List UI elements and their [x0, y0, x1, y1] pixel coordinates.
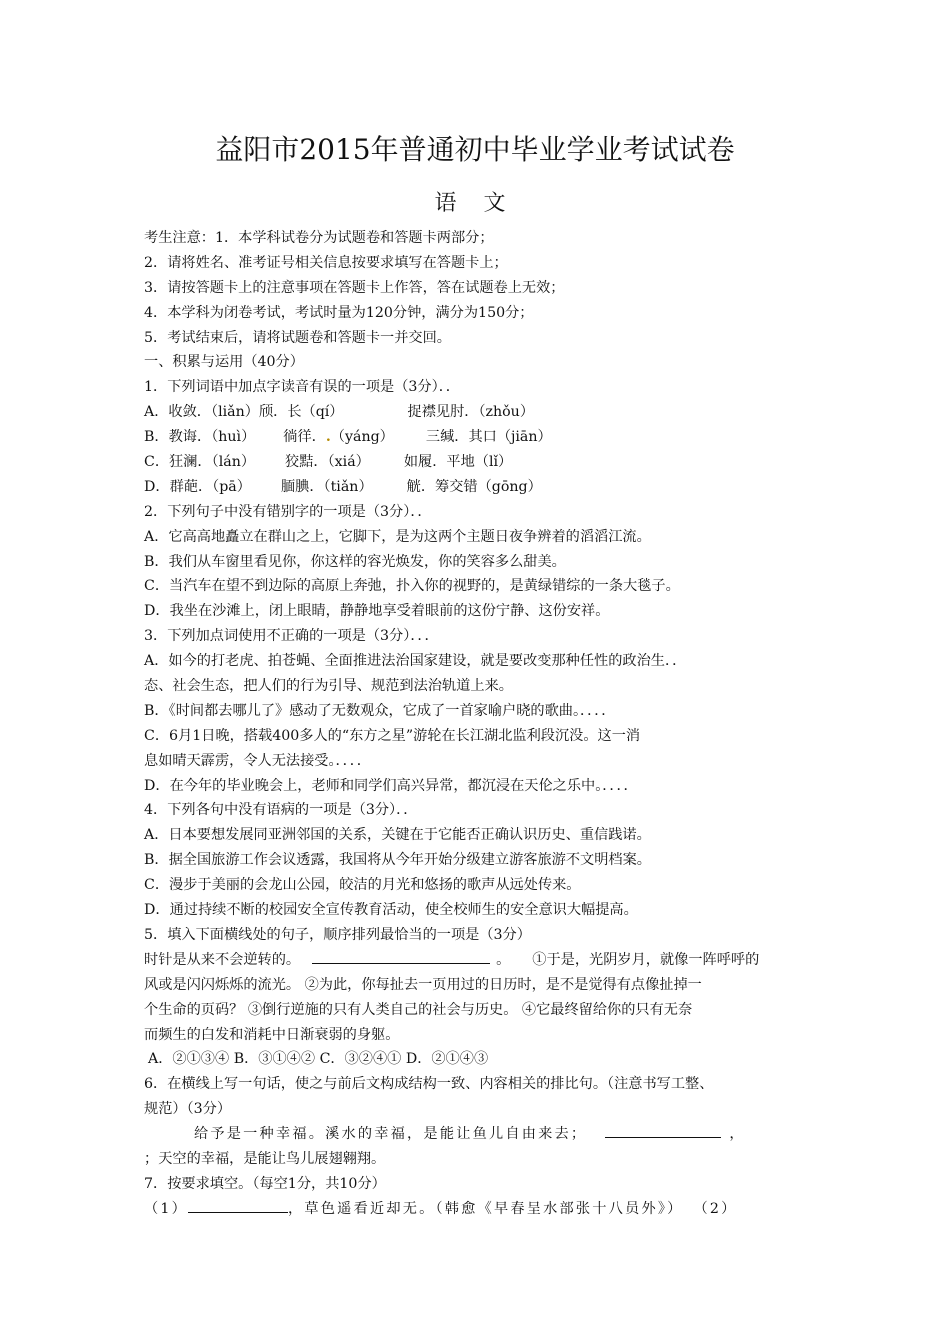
notice-line: 4．本学科为闭卷考试，考试时量为120分钟，满分为150分； [144, 304, 534, 321]
option-text: 徜徉． [283, 429, 326, 446]
passage-text: ①于是，光阴岁月，就像一阵呼呼的 [532, 951, 760, 968]
question-3-option-c: C．6月1日晚，搭载400多人的“东方之星”游轮在长江湖北监利段沉没。这一消 [144, 727, 641, 744]
question-1-option-c [144, 450, 824, 475]
question-5-passage: 而频生的白发和消耗中日渐衰弱的身躯。 [144, 1026, 400, 1043]
question-6-stem: 6．在横线上写一句话，使之与前后文构成结构一致、内容相关的排比句。（注意书写工整、 [144, 1076, 714, 1093]
question-5-passage: 风或是闪闪烁烁的流光。 ②为此，你每扯去一页用过的日历时，是不是觉得有点像扯掉一 [144, 976, 702, 993]
question-3-stem: 3．下列加点词使用不正确的一项是（3分）．．． [144, 628, 439, 645]
option-text: 三缄．其口（jiān） [425, 429, 552, 446]
question-7-item-1 [144, 1197, 824, 1222]
notice-line: 3．请按答题卡上的注意事项在答题卡上作答，答在试题卷上无效； [144, 279, 565, 296]
option-text: D．群葩．（pā） [144, 478, 251, 495]
section-heading: 一、积累与运用（40分） [144, 354, 304, 371]
option-text: 捉襟见肘．（zhǒu） [407, 404, 535, 421]
question-5-passage [144, 948, 824, 973]
question-3-option-b: B．《时间都去哪儿了》感动了无数观众，它成了一首家喻户晓的歌曲。．．．． [144, 702, 616, 719]
answer-blank [605, 1122, 721, 1138]
option-text: 狡黠．（xiá） [285, 454, 370, 471]
question-3-option-a: A．如今的打老虎、拍苍蝇、全面推进法治国家建设，就是要改变那种任性的政治生．． [144, 653, 687, 670]
option-text: 觥．筹交错（gōng） [406, 478, 542, 495]
notice-line: 5．考试结束后，请将试题卷和答题卡一并交回。 [144, 329, 451, 346]
question-5-stem: 5．填入下面横线处的句子，顺序排列最恰当的一项是（3分） [144, 926, 531, 943]
question-3-option-c-cont: 息如晴天霹雳，令人无法接受。．．．． [144, 752, 371, 769]
question-6-passage [144, 1122, 824, 1147]
option-text: A．收敛．（liǎn）颀．长（qí） [144, 404, 344, 421]
question-3-option-a-cont: 态、社会生态，把人们的行为引导、规范到法治轨道上来。 [144, 678, 513, 695]
question-5-passage: 个生命的页码？ ③倒行逆施的只有人类自己的社会与历史。 ④它最终留给你的只有无奈 [144, 1001, 693, 1018]
option-text: C．狂澜．（lán） [144, 454, 256, 471]
answer-blank [188, 1197, 288, 1213]
notice-line: 2．请将姓名、准考证号相关信息按要求填写在答题卡上； [144, 254, 508, 271]
answer-blank [312, 948, 490, 964]
item-number: （1） [144, 1200, 189, 1217]
item-number: （2） [693, 1200, 738, 1217]
passage-text: ， [729, 1126, 746, 1143]
highlight-dot: . [325, 429, 331, 446]
option-text: （yáng） [330, 429, 394, 446]
question-5-options: A．②①③④ B．③①④② C．③②④① D．②①④③ [148, 1051, 489, 1068]
question-2-option-c: C．当汽车在望不到边际的高原上奔弛，扑入你的视野的，是黄绿错综的一条大毯子。 [144, 578, 680, 595]
exam-content [144, 226, 824, 1222]
passage-text: 时针是从来不会逆转的。 [144, 951, 301, 968]
exam-title: 益阳市2015年普通初中毕业学业考试试卷 [215, 133, 735, 166]
option-text: 如履．平地（lǐ） [403, 454, 513, 471]
question-7-stem: 7．按要求填空。（每空1分，共10分） [144, 1175, 386, 1192]
question-1-option-a [144, 400, 824, 425]
question-2-stem: 2．下列句子中没有错别字的一项是（3分）．． [144, 503, 432, 520]
passage-text: 给予是一种幸福。溪水的幸福，是能让鱼儿自由来去； [194, 1126, 588, 1143]
item-text: ，草色遥看近却无。（韩愈《早春呈水部张十八员外》） [288, 1200, 684, 1217]
question-1-option-d [144, 475, 824, 500]
question-3-option-d: D．在今年的毕业晚会上，老师和同学们高兴异常，都沉浸在天伦之乐中。．．．． [144, 777, 638, 794]
passage-text: 。 [496, 951, 511, 968]
question-2-option-a: A．它高高地矗立在群山之上，它脚下，是为这两个主题日夜争辨着的滔滔江流。 [144, 528, 651, 545]
question-2-option-b: B．我们从车窗里看见你，你这样的容光焕发，你的笑容多么甜美。 [144, 553, 566, 570]
notice-line: 考生注意：1．本学科试卷分为试题卷和答题卡两部分； [144, 230, 494, 246]
question-1-stem: 1．下列词语中加点字读音有误的一项是（3分）．． [144, 379, 460, 396]
question-4-stem: 4．下列各句中没有语病的一项是（3分）．． [144, 802, 418, 819]
question-6-passage: ；天空的幸福，是能让鸟儿展翅翱翔。 [144, 1150, 386, 1167]
question-2-option-d: D．我坐在沙滩上，闭上眼睛，静静地享受着眼前的这份宁静、这份安祥。 [144, 603, 610, 620]
question-1-option-b [144, 425, 824, 450]
question-4-option-d: D．通过持续不断的校园安全宣传教育活动，使全校师生的安全意识大幅提高。 [144, 902, 638, 919]
question-6-stem-cont: 规范）（3分） [144, 1101, 232, 1118]
question-4-option-b: B．据全国旅游工作会议透露，我国将从今年开始分级建立游客旅游不文明档案。 [144, 852, 651, 869]
option-text: 腼腆．（tiǎn） [280, 478, 373, 495]
option-text: B．教诲．（huì） [144, 429, 256, 446]
question-4-option-c: C．漫步于美丽的会龙山公园，皎洁的月光和悠扬的歌声从远处传来。 [144, 877, 581, 894]
subject-title: 语 文 [434, 191, 516, 216]
question-4-option-a: A．日本要想发展同亚洲邻国的关系，关键在于它能否正确认识历史、重信践诺。 [144, 827, 651, 844]
